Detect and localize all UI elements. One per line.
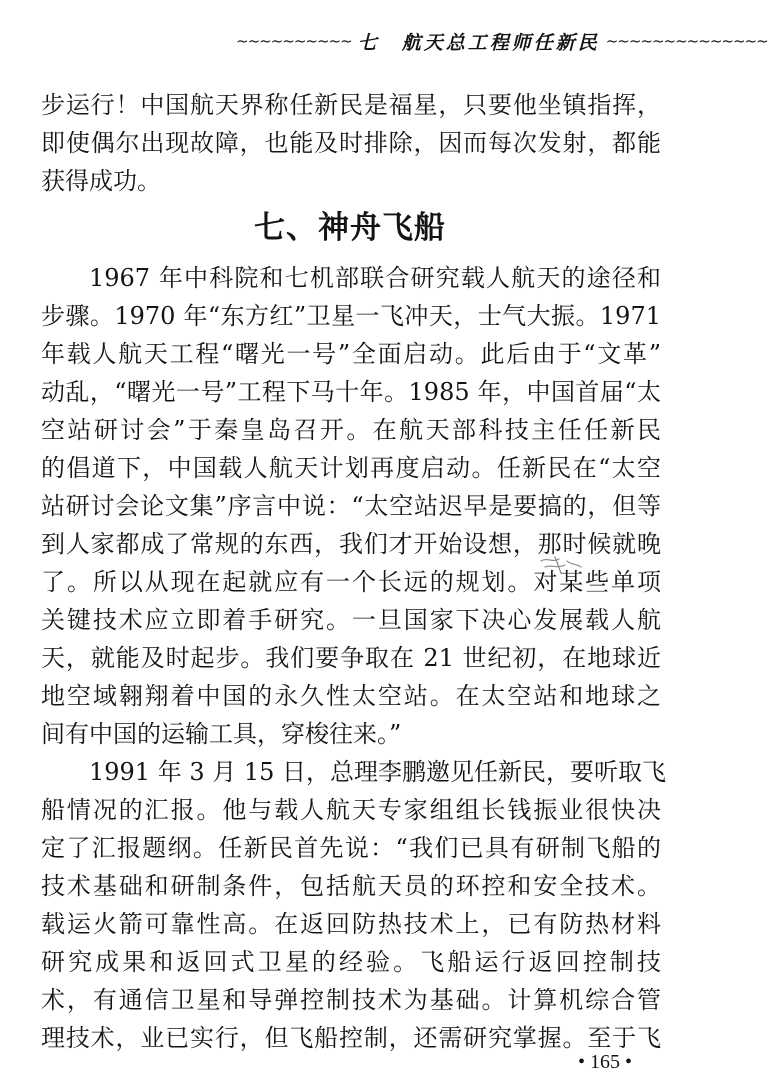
- text-line: 年载人航天工程“曙光一号”全面启动。此后由于“文革”: [41, 340, 661, 368]
- text-line: 动乱，“曙光一号”工程下马十年。1985 年，中国首届“太: [41, 378, 661, 406]
- text-line: 即使偶尔出现故障，也能及时排除，因而每次发射，都能: [41, 129, 661, 157]
- text-line: 关键技术应立即着手研究。一旦国家下决心发展载人航: [41, 606, 661, 634]
- text-line: 1991 年 3 月 15 日，总理李鹏邀见任新民，要听取飞: [89, 758, 667, 786]
- text-line: 天，就能及时起步。我们要争取在 21 世纪初，在地球近: [41, 644, 661, 672]
- text-line: 技术基础和研制条件，包括航天员的环控和安全技术。: [41, 872, 661, 900]
- text-line: 研究成果和返回式卫星的经验。飞船运行返回控制技: [41, 948, 661, 976]
- scan-smudge-mark: [537, 553, 585, 589]
- running-title: 七 航天总工程师任新民: [357, 31, 600, 54]
- text-line: 的倡道下，中国载人航天计划再度启动。任新民在“太空: [41, 454, 661, 482]
- text-line: 定了汇报题纲。任新民首先说：“我们已具有研制飞船的: [41, 834, 661, 862]
- text-line: 步骤。1970 年“东方红”卫星一飞冲天，士气大振。1971: [41, 302, 661, 330]
- page-number: • 165 •: [577, 1051, 632, 1073]
- text-line: 术，有通信卫星和导弹控制技术为基础。计算机综合管: [41, 986, 661, 1014]
- text-line: 1967 年中科院和七机部联合研究载人航天的途径和: [89, 264, 661, 292]
- header-wave-left: ~~~~~~~~~~: [236, 32, 352, 50]
- text-line: 理技术，业已实行，但飞船控制，还需研究掌握。至于飞: [41, 1024, 661, 1052]
- text-line: 间有中国的运输工具，穿梭往来。”: [41, 720, 402, 748]
- header-wave-right: ~~~~~~~~~~~~~~: [605, 32, 768, 50]
- text-line: 站研讨会论文集”序言中说：“太空站迟早是要搞的，但等: [41, 492, 661, 520]
- running-header: [236, 27, 768, 55]
- text-line: 载运火箭可靠性高。在返回防热技术上，已有防热材料: [41, 910, 661, 938]
- text-line: 步运行！中国航天界称任新民是福星，只要他坐镇指挥，: [41, 91, 661, 119]
- section-title: 七、神舟飞船: [254, 210, 446, 246]
- text-line: 到人家都成了常规的东西，我们才开始设想，那时候就晚: [41, 530, 661, 558]
- text-line: 地空域翱翔着中国的永久性太空站。在太空站和地球之: [41, 682, 661, 710]
- text-line: 船情况的汇报。他与载人航天专家组组长钱振业很快决: [41, 796, 661, 824]
- text-line: 获得成功。: [41, 167, 161, 195]
- text-line: 空站研讨会”于秦皇岛召开。在航天部科技主任任新民: [41, 416, 661, 444]
- text-line: 了。所以从现在起就应有一个长远的规划。对某些单项: [41, 568, 661, 596]
